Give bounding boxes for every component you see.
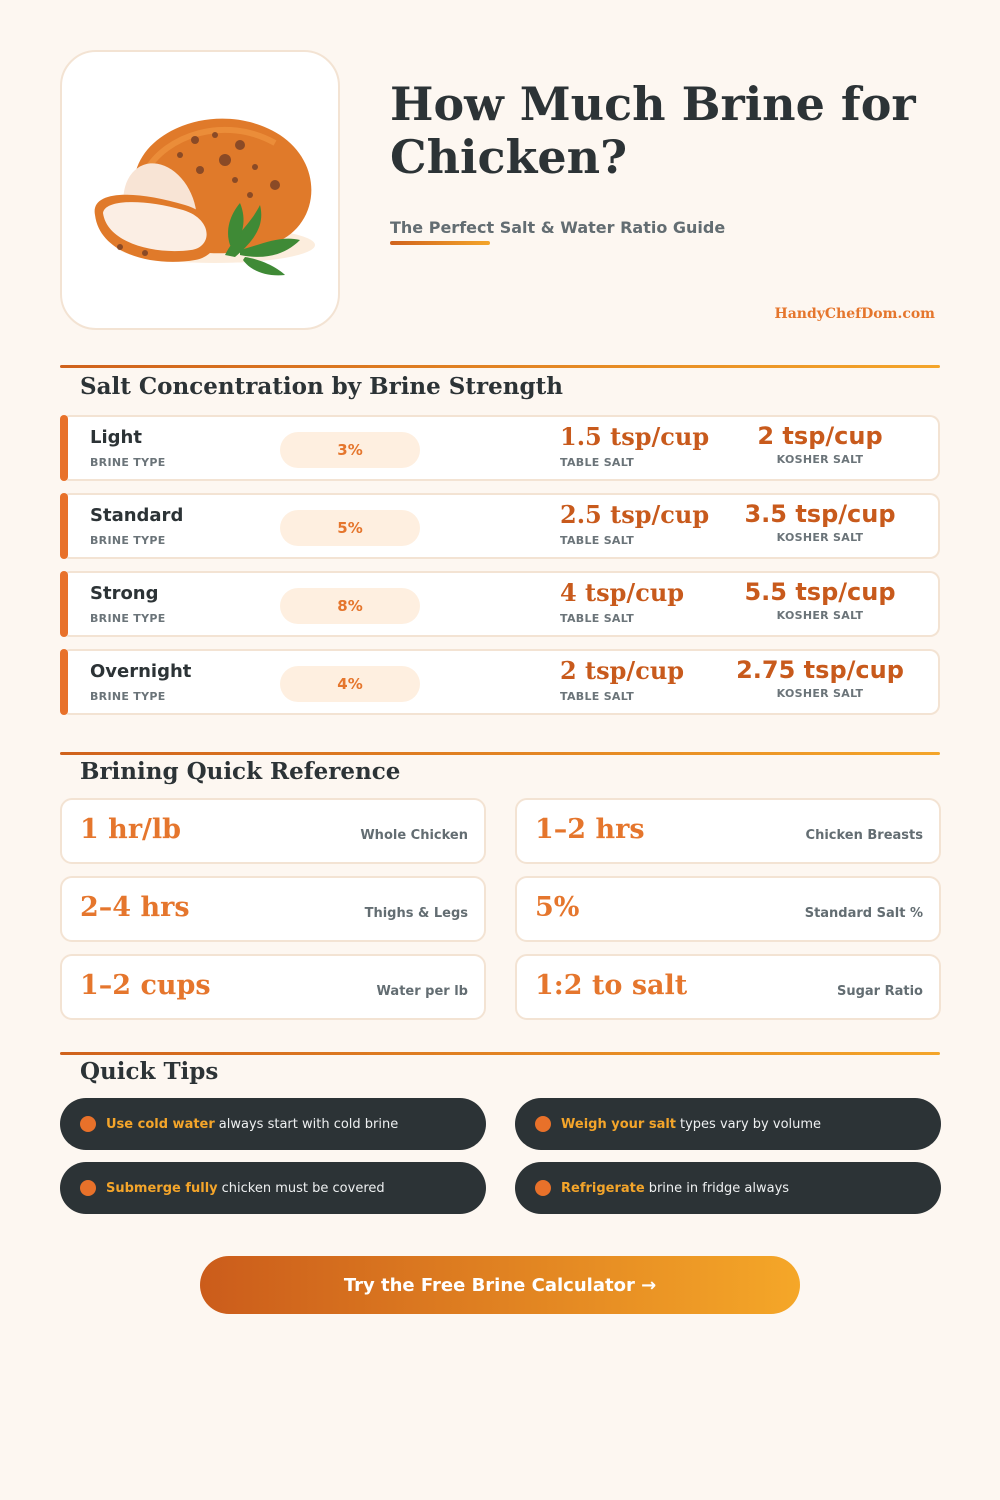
bullet-dot-icon: [535, 1116, 551, 1132]
kosher-salt-value: 2 tsp/cup: [757, 422, 883, 450]
tip-text: always start with cold brine: [218, 1116, 399, 1132]
table-salt-value: 2 tsp/cup: [560, 656, 685, 685]
table-salt-label: TABLE SALT: [560, 456, 635, 469]
kosher-salt-label: KOSHER SALT: [776, 609, 864, 622]
tip-heading: Weigh your salt: [561, 1116, 677, 1132]
row-accent-bar: [60, 493, 68, 559]
tip-text: chicken must be covered: [221, 1180, 385, 1196]
kosher-salt-cell: [720, 500, 920, 544]
brine-row-standard: [60, 493, 940, 559]
brine-calculator-button[interactable]: Try the Free Brine Calculator →: [200, 1256, 800, 1314]
brine-type-label: BRINE TYPE: [90, 612, 166, 625]
tip-refrigerate: [515, 1162, 941, 1214]
kosher-salt-value: 3.5 tsp/cup: [744, 500, 896, 528]
row-accent-bar: [60, 649, 68, 715]
percent-badge: 4%: [280, 666, 420, 702]
brine-name: Overnight: [90, 661, 192, 682]
tip-submerge: [60, 1162, 486, 1214]
reference-label: Standard Salt %: [804, 906, 923, 921]
chicken-illustration-icon: [75, 95, 325, 285]
kosher-salt-cell: [720, 656, 920, 700]
row-accent-bar: [60, 571, 68, 637]
bullet-dot-icon: [80, 1116, 96, 1132]
brine-row-strong: [60, 571, 940, 637]
reference-value: 2–4 hrs: [80, 892, 190, 923]
reference-card-sugar-ratio: [515, 954, 941, 1020]
reference-card-water-per-lb: [60, 954, 486, 1020]
table-salt-value: 2.5 tsp/cup: [560, 500, 710, 529]
brine-name: Standard: [90, 505, 184, 526]
reference-card-whole-chicken: [60, 798, 486, 864]
reference-value: 1 hr/lb: [80, 814, 182, 845]
kosher-salt-label: KOSHER SALT: [776, 531, 864, 544]
kosher-salt-cell: [720, 578, 920, 622]
section-title-concentration: Salt Concentration by Brine Strength: [80, 373, 563, 400]
site-link[interactable]: HandyChefDom.com: [774, 306, 935, 322]
brine-row-light: [60, 415, 940, 481]
section-divider: [60, 365, 940, 368]
tip-text: types vary by volume: [680, 1116, 822, 1132]
reference-value: 1–2 cups: [80, 970, 211, 1001]
brine-type-label: BRINE TYPE: [90, 456, 166, 469]
tip-heading: Refrigerate: [561, 1180, 645, 1196]
reference-value: 1:2 to salt: [535, 970, 688, 1001]
section-title-tips: Quick Tips: [80, 1058, 219, 1085]
table-salt-label: TABLE SALT: [560, 534, 635, 547]
tip-text: brine in fridge always: [648, 1180, 790, 1196]
brine-row-overnight: [60, 649, 940, 715]
kosher-salt-label: KOSHER SALT: [776, 453, 864, 466]
subtitle-underline: [390, 241, 490, 245]
table-salt-label: TABLE SALT: [560, 690, 635, 703]
section-divider: [60, 1052, 940, 1055]
kosher-salt-label: KOSHER SALT: [776, 687, 864, 700]
bullet-dot-icon: [80, 1180, 96, 1196]
reference-value: 1–2 hrs: [535, 814, 645, 845]
brine-type-label: BRINE TYPE: [90, 534, 166, 547]
hero-image-card: [60, 50, 340, 330]
table-salt-value: 4 tsp/cup: [560, 578, 685, 607]
reference-card-thighs-legs: [60, 876, 486, 942]
reference-label: Chicken Breasts: [805, 828, 923, 843]
reference-label: Water per lb: [376, 984, 468, 999]
brine-name: Strong: [90, 583, 159, 604]
reference-card-chicken-breasts: [515, 798, 941, 864]
percent-badge: 3%: [280, 432, 420, 468]
brine-name: Light: [90, 427, 142, 448]
reference-label: Sugar Ratio: [836, 984, 923, 999]
kosher-salt-value: 2.75 tsp/cup: [736, 656, 904, 684]
tip-weigh-salt: [515, 1098, 941, 1150]
tip-cold-water: [60, 1098, 486, 1150]
bullet-dot-icon: [535, 1180, 551, 1196]
table-salt-label: TABLE SALT: [560, 612, 635, 625]
page-subtitle: The Perfect Salt & Water Ratio Guide: [390, 218, 726, 237]
section-divider: [60, 752, 940, 755]
reference-label: Thighs & Legs: [364, 906, 468, 921]
table-salt-value: 1.5 tsp/cup: [560, 422, 710, 451]
reference-label: Whole Chicken: [360, 828, 468, 843]
page-title: How Much Brine for Chicken?: [390, 77, 916, 184]
reference-value: 5%: [535, 892, 580, 923]
percent-badge: 5%: [280, 510, 420, 546]
kosher-salt-cell: [720, 422, 920, 466]
brine-type-label: BRINE TYPE: [90, 690, 166, 703]
reference-card-standard-salt: [515, 876, 941, 942]
kosher-salt-value: 5.5 tsp/cup: [744, 578, 896, 606]
tip-heading: Use cold water: [106, 1116, 215, 1132]
tip-heading: Submerge fully: [106, 1180, 218, 1196]
section-title-reference: Brining Quick Reference: [80, 758, 401, 785]
percent-badge: 8%: [280, 588, 420, 624]
row-accent-bar: [60, 415, 68, 481]
